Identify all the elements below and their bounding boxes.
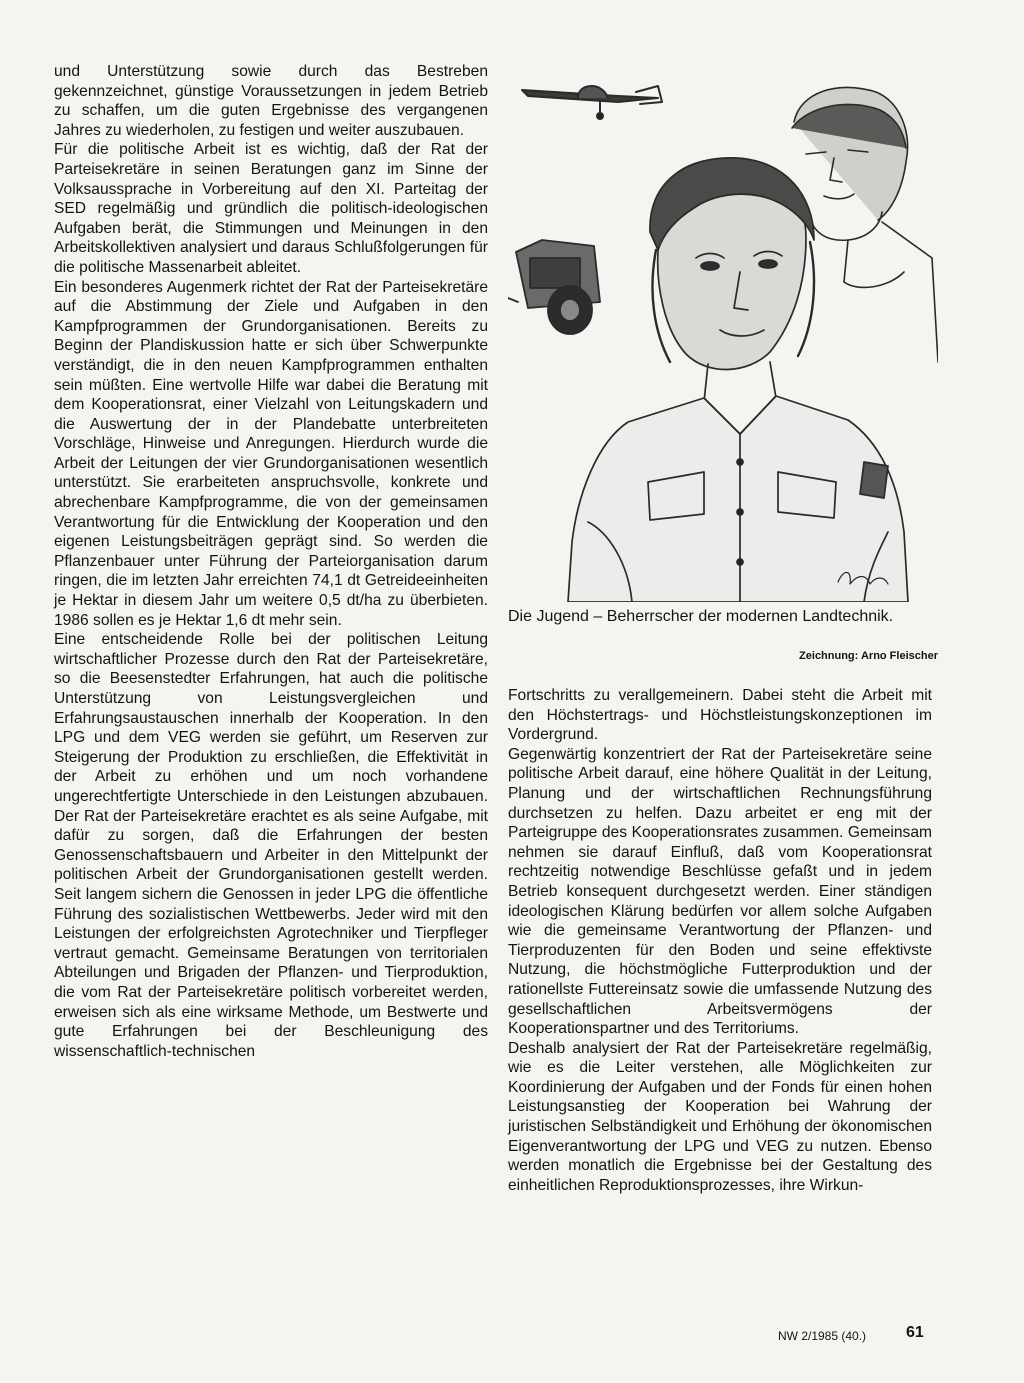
right-text-column <box>508 686 932 1195</box>
paragraph: Für die politische Arbeit ist es wichtig, daß der Rat der Parteisekretäre in seinen Beratungen ganz im Sinne der Volksaussprache in Vorbereitung auf den XI. Parteitag der SED regelmäßig und gründlich die politisch-ideologischen Aufgaben berät, die Stimmungen und Meinungen in den Arbeitskollektiven analysiert und daraus Schlußfolgerungen für die politische Massenarbeit ableitet. <box>54 141 488 276</box>
left-text-column <box>54 62 488 1061</box>
paragraph: Gegenwärtig konzentriert der Rat der Parteisekretäre seine politische Arbeit darauf, eine höhere Qualität in der Leitung, Planung und der wirtschaftlichen Rechnungsführung durchsetzen zu helfen. Dazu arbeitet er eng mit der Parteigruppe des Kooperationsrates zusammen. Gemeinsam nehmen sie darauf Einfluß, daß vom Kooperationsrat rechtzeitig notwendige Beschlüsse gefaßt und in jedem Betrieb konsequent durchgesetzt werden. Einer ständigen ideologischen Klärung bedürfen vor allem solche Aufgaben wie die gemeinsame Verantwortung der Pflanzen- und Tierproduzenten für den Boden und seine effektivste Nutzung, die höchstmögliche Futterproduktion und der rationellste Futtereinsatz sowie die umfassende Nutzung des gesellschaftlichen Arbeitsvermögens der Kooperationspartner und des Territoriums. <box>508 745 932 1038</box>
paragraph: Fortschritts zu verallgemeinern. Dabei steht die Arbeit mit den Höchstertrags- und Höchstleistungskonzeptionen im Vordergrund. <box>508 687 932 744</box>
page-number: 61 <box>906 1324 924 1341</box>
young-man-sketch <box>792 87 938 362</box>
airplane-sketch <box>522 86 662 119</box>
figure-caption: Die Jugend – Beherrscher der modernen Landtechnik. <box>508 608 894 625</box>
tractor-sketch <box>508 240 600 334</box>
paragraph: Eine entscheidende Rolle bei der politischen Leitung wirtschaftlicher Prozesse durch den Rat der Parteisekretäre, so die Beesenstedter Erfahrungen, hat auch die politische Unterstützung von Leistungsvergleichen und Erfahrungsaustauschen innerhalb der Kooperation. In den LPG und dem VEG werden sie geführt, um Reserven zur Steigerung der Produktion zu erschließen, die Effektivität in der Arbeit zu erhöhen und um noch vorhandene ungerechtfertigte Unterschiede in den Leistungen abzubauen. Der Rat der Parteisekretäre erachtet es als seine Aufgabe, mit dafür zu sorgen, daß die Erfahrungen der besten Genossenschaftsbauern und Arbeiter in den Mittelpunkt der politischen Arbeit der Grundorganisationen gestellt werden. Seit langem sichern die Genossen in jeder LPG die öffentliche Führung des sozialistischen Wettbewerbs. Jeder wird mit den Leistungen der erfolgreichsten Agrotechniker und Tierpfleger vertraut gemacht. Gemeinsame Beratungen von territorialen Abteilungen und Brigaden der Pflanzen- und Tierproduktion, die vom Rat der Parteisekretäre politisch vorbereitet werden, erweisen sich als eine wirksame Methode, um Bestwerte und gute Erfahrungen bei der Beschleunigung des wissenschaftlich-technischen <box>54 631 488 1060</box>
paragraph: und Unterstützung sowie durch das Bestreben gekennzeichnet, günstige Voraussetzungen in jedem Betrieb zu schaffen, um die guten Ergebnisse des vergangenen Jahres zu wiederholen, zu festigen und weiter auszubauen. <box>54 63 488 139</box>
issue-reference: NW 2/1985 (40.) <box>778 1329 867 1343</box>
paragraph: Deshalb analysiert der Rat der Parteisekretäre regelmäßig, wie es die Leiter verstehen, alle Möglichkeiten zur Koordinierung der Aufgaben und der Fonds für einen hohen Leistungsanstieg der Kooperation bei Wahrung der juristischen Selbständigkeit und Erhöhung der ökonomischen Eigenverantwortung der LPG und VEG zu nutzen. Ebenso werden monatlich die Ergebnisse bei der Gestaltung des einheitlichen Reproduktionsprozesses, ihre Wirkun- <box>508 1039 932 1194</box>
drawing-illustration <box>508 62 938 602</box>
young-woman-sketch <box>568 158 908 602</box>
figure-credit: Zeichnung: Arno Fleischer <box>799 650 938 662</box>
paragraph: Ein besonderes Augenmerk richtet der Rat der Parteisekretäre auf die Abstimmung der Ziele und Aufgaben in den Kampfprogrammen der Grundorganisationen. Bereits zu Beginn der Plandiskussion hatte er sich über Schwerpunkte verständigt, die in den neuen Kampfprogrammen enthalten sein müßten. Eine wertvolle Hilfe war dabei die Beratung mit dem Kooperationsrat, einer Vielzahl von Leitungskadern und die Auswertung der in der Plandebatte unterbreiteten Vorschläge, Hinweise und Anregungen. Hierdurch wurde die Arbeit der Leitungen der vier Grundorganisationen wesentlich unterstützt. Sie erarbeiteten anspruchsvolle, konkrete und abrechenbare Kampfprogramme, die von der gemeinsamen Verantwortung für die Entwicklung der Kooperation und den eigenen Leistungsbeiträgen geprägt sind. So werden die Pflanzenbauer unter Führung der Parteiorganisation darum ringen, die im letzten Jahr erreichten 74,1 dt Getreideeinheiten je Hektar in diesem Jahr um weitere 0,5 dt/ha zu überbieten. 1986 sollen es je Hektar 1,6 dt mehr sein. <box>54 278 488 629</box>
